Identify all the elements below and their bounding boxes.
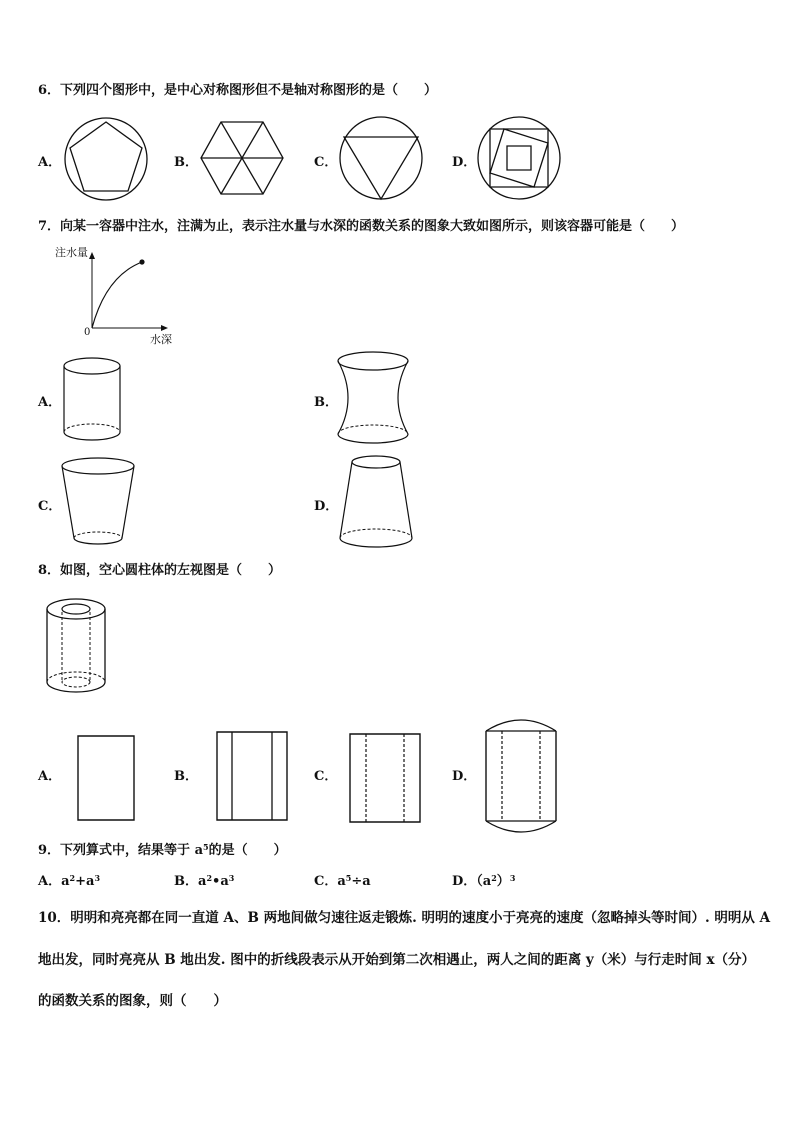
q10-line-3: 的函数关系的图象，则（ ）: [38, 993, 227, 1009]
q6-option-b-label: B．: [174, 155, 198, 170]
q6-figure-c-triangle-in-circle: [338, 115, 424, 201]
q7-container-a-cylinder: [62, 356, 122, 442]
q8-option-c-label: C．: [314, 769, 338, 784]
q7-option-a-label: A．: [38, 395, 62, 410]
q9-option-b: B．$a^2•a^3$: [174, 873, 235, 889]
q6-figure-d-squares-in-circle: [476, 115, 562, 201]
q8-view-b-solid-lines: [216, 731, 288, 821]
q6-option-d-label: D．: [452, 155, 477, 170]
q8-stem: 8．如图，空心圆柱体的左视图是（ ）: [38, 563, 282, 578]
q7-container-d-frustum: [338, 454, 414, 550]
q6-figure-a-pentagon-in-circle: [63, 116, 149, 202]
q10-line-1: 10．明明和亮亮都在同一直道 A、B 两地间做匀速往返走锻炼. 明明的速度小于亮亮的速度（忽略掉头等时间）. 明明从 A: [38, 910, 771, 926]
q8-option-d-label: D．: [452, 769, 477, 784]
q10-line-2: 地出发，同时亮亮从 B 地出发. 图中的折线段表示从开始到第二次相遇止，两人之间的距离 y（米）与行走时间 x（分）: [38, 952, 756, 968]
q6-option-a-label: A．: [38, 155, 62, 170]
q8-hollow-cylinder: [44, 596, 108, 696]
q6-figure-b-hexagon: [199, 120, 285, 196]
q9-option-d: D．$(a^2)^3$: [452, 873, 516, 889]
q6-stem: 6．下列四个图形中，是中心对称图形但不是轴对称图形的是（ ）: [38, 83, 438, 98]
q8-view-a-rectangle: [77, 735, 135, 821]
q7-container-c-cup: [60, 456, 136, 550]
q7-graph-origin: 0: [84, 327, 91, 338]
q7-stem: 7．向某一容器中注水，注满为止，表示注水量与水深的函数关系的图象大致如图所示，则该容器可能是（ ）: [38, 219, 685, 234]
q8-view-c-dashed-lines: [349, 733, 421, 823]
q6-option-c-label: C．: [314, 155, 338, 170]
q8-option-a-label: A．: [38, 769, 62, 784]
q9-stem: 9．下列算式中，结果等于 $a^5$的是（ ）: [38, 842, 287, 858]
q9-option-c: C．$a^5\div a$: [314, 873, 371, 889]
q9-option-a: A．$a^2+a^3$: [38, 873, 101, 889]
q8-view-d-arched: [484, 717, 558, 835]
q7-option-b-label: B．: [314, 395, 338, 410]
q8-option-b-label: B．: [174, 769, 198, 784]
q7-graph-ylabel: 注水量: [55, 246, 88, 259]
q7-option-c-label: C．: [38, 499, 62, 514]
q7-option-d-label: D．: [314, 499, 339, 514]
q7-container-b-waisted: [336, 350, 410, 446]
q7-graph-xlabel: 水深: [150, 333, 172, 346]
